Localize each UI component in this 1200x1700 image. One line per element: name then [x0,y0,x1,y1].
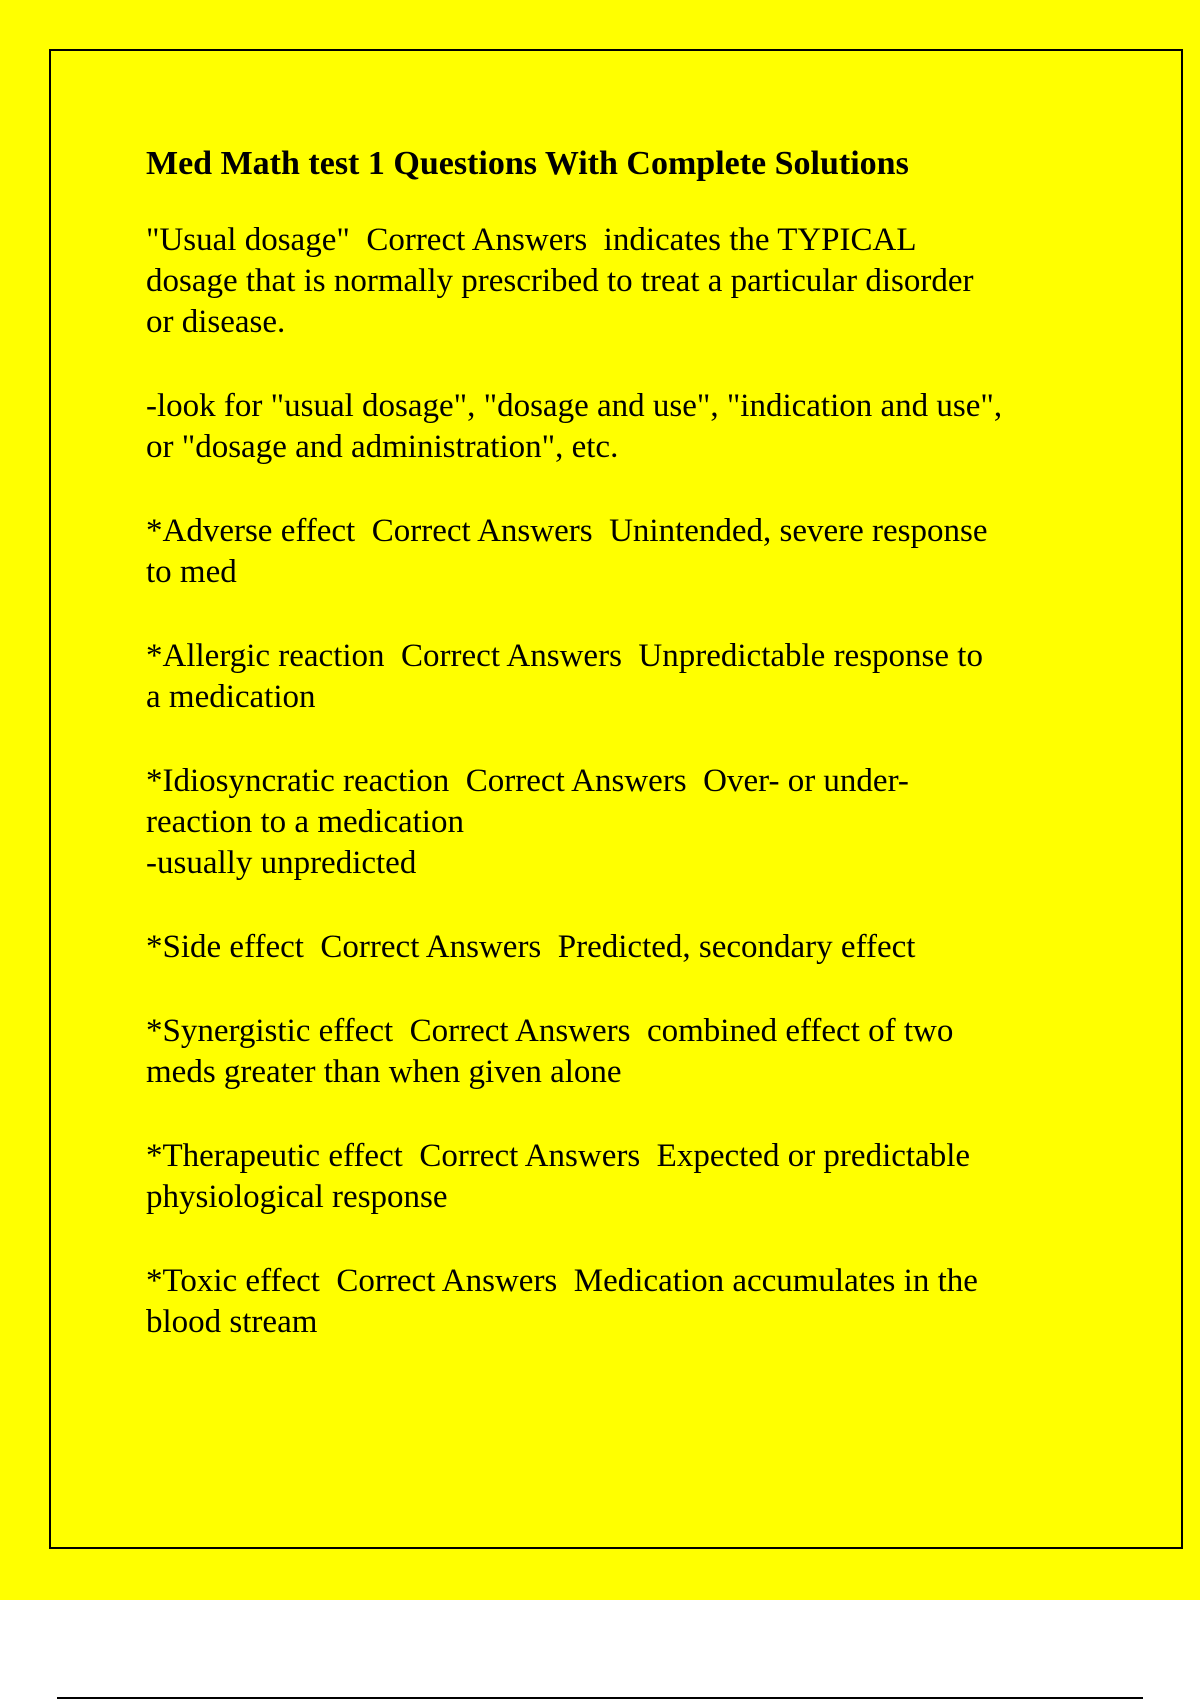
footer-divider [57,1697,1143,1699]
entry-usual-dosage: "Usual dosage" Correct Answers indicates the TYPICAL dosage that is normally prescribed to treat a particular disorder or disease. [146,222,974,340]
entry-side-effect: *Side effect Correct Answers Predicted, secondary effect [146,929,916,965]
entry-allergic-reaction: *Allergic reaction Correct Answers Unpredictable response to a medication [146,638,983,715]
entry-synergistic-effect: *Synergistic effect Correct Answers combined effect of two meds greater than when given alone [146,1013,954,1090]
entry-idiosyncratic-reaction: *Idiosyncratic reaction Correct Answers Over- or under- reaction to a medication -usually unpredicted [146,763,909,881]
entry-therapeutic-effect: *Therapeutic effect Correct Answers Expected or predictable physiological response [146,1138,971,1215]
entry-adverse-effect: *Adverse effect Correct Answers Unintended, severe response to med [146,513,988,590]
entry-usual-dosage-note: -look for "usual dosage", "dosage and use", "indication and use", or "dosage and administration", etc. [146,388,1003,465]
entry-toxic-effect: *Toxic effect Correct Answers Medication accumulates in the blood stream [146,1263,978,1340]
document-content [146,142,1106,1386]
document-title: Med Math test 1 Questions With Complete Solutions [146,145,909,182]
